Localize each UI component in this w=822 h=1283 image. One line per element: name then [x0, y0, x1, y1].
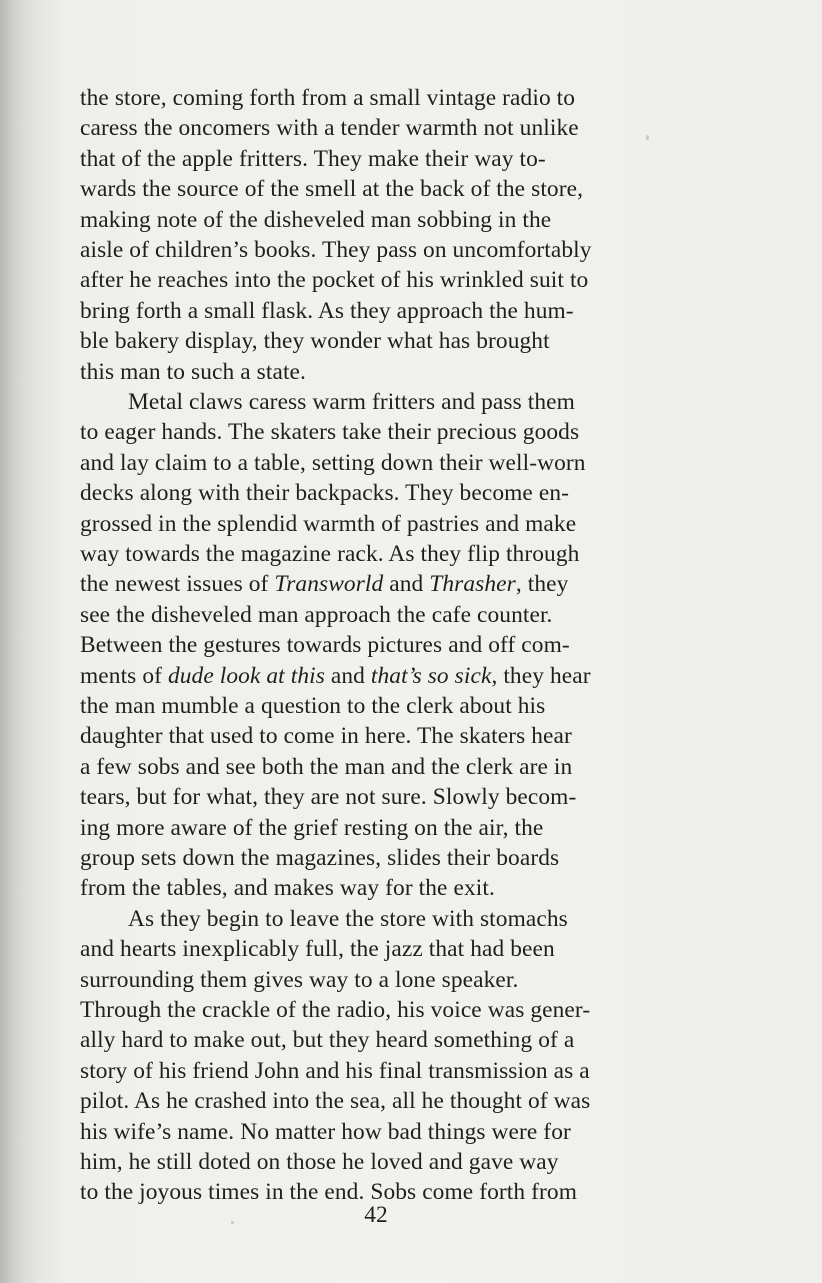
- text-run: Through the crackle of the radio, his voice was gener-: [80, 997, 591, 1023]
- text-line: [80, 663, 591, 690]
- text-line: [80, 419, 579, 446]
- italic-title: Thrasher: [429, 571, 516, 598]
- text-run: this man to such a state.: [80, 358, 306, 385]
- text-line: [128, 389, 575, 416]
- text-line: [80, 632, 570, 659]
- text-line: [80, 1149, 559, 1176]
- text-run: surrounding them gives way to a lone speaker.: [80, 966, 519, 993]
- text-run: ing more aware of the grief resting on the air, the: [80, 814, 544, 841]
- text-run: , they: [515, 571, 569, 598]
- text-run: bring forth a small flask. As they approach the hum-: [80, 297, 574, 324]
- text-line: [128, 906, 568, 933]
- text-line: [80, 1119, 571, 1146]
- text-line: [80, 85, 575, 112]
- text-line: [80, 571, 568, 598]
- text-run: the store, coming forth from a small vintage radio to: [80, 85, 576, 111]
- text-run: from the tables, and makes way for the exit.: [80, 875, 495, 902]
- text-line: [80, 1179, 577, 1206]
- text-run: wards the source of the smell at the back of the store,: [80, 176, 584, 203]
- text-line: [80, 723, 572, 750]
- text-run: his wife’s name. No matter how bad things were for: [80, 1118, 571, 1145]
- text-run: story of his friend John and his final transmission as a: [80, 1057, 590, 1084]
- text-run: making note of the disheveled man sobbing in the: [80, 206, 552, 233]
- text-run: the newest issues of: [80, 571, 275, 598]
- italic-title: that’s so sick: [370, 662, 492, 689]
- text-line: [80, 450, 586, 477]
- text-line: [80, 328, 550, 355]
- text-run: aisle of children’s books. They pass on uncomfortably: [80, 237, 592, 263]
- text-line: [80, 815, 543, 842]
- text-line: [80, 146, 546, 173]
- text-run: way towards the magazine rack. As they flip through: [80, 541, 580, 567]
- text-run: caress the oncomers with a tender warmth not unlike: [80, 115, 579, 142]
- text-run: Between the gestures towards pictures and off com-: [80, 632, 570, 659]
- text-line: [80, 967, 518, 994]
- text-line: [80, 207, 551, 234]
- text-run: and hearts inexplicably full, the jazz that had been: [80, 936, 555, 963]
- text-run: to the joyous times in the end. Sobs come forth from: [80, 1179, 577, 1206]
- text-run: and: [324, 662, 371, 689]
- text-line: [80, 480, 569, 507]
- text-run: daughter that used to come in here. The skaters hear: [80, 723, 572, 750]
- text-run: , they hear: [491, 662, 591, 689]
- text-line: [80, 115, 579, 142]
- text-run: the man mumble a question to the clerk about his: [80, 693, 546, 719]
- text-line: [80, 997, 590, 1024]
- text-line: [80, 1088, 590, 1115]
- text-line: [80, 298, 574, 325]
- text-line: [80, 1027, 574, 1054]
- text-run: tears, but for what, they are not sure. Slowly becom-: [80, 784, 577, 811]
- text-run: see the disheveled man approach the cafe counter.: [80, 601, 553, 628]
- text-line: [80, 267, 588, 294]
- text-run: decks along with their backpacks. They become en-: [80, 480, 569, 507]
- text-line: [80, 754, 572, 781]
- text-run: and lay claim to a table, setting down their well-worn: [80, 449, 586, 476]
- paper-speck: [231, 1221, 234, 1224]
- text-run: pilot. As he crashed into the sea, all he thought of was: [80, 1088, 591, 1115]
- italic-title: Transworld: [274, 571, 384, 598]
- text-run: him, he still doted on those he loved and gave way: [80, 1149, 559, 1175]
- text-run: grossed in the splendid warmth of pastries and make: [80, 510, 577, 537]
- text-run: and: [383, 571, 430, 598]
- text-line: [80, 541, 579, 568]
- text-line: [80, 845, 559, 872]
- paper-speck: [646, 135, 649, 140]
- text-run: ments of: [80, 662, 168, 689]
- text-run: to eager hands. The skaters take their precious goods: [80, 419, 580, 446]
- text-run: As they begin to leave the store with stomachs: [128, 905, 568, 932]
- text-run: group sets down the magazines, slides their boards: [80, 845, 560, 871]
- text-line: [80, 359, 306, 386]
- text-line: [80, 176, 583, 203]
- text-run: ble bakery display, they wonder what has brought: [80, 328, 550, 355]
- text-run: that of the apple fritters. They make their way to-: [80, 145, 546, 172]
- text-line: [80, 936, 555, 963]
- text-line: [80, 693, 545, 720]
- text-line: [80, 1058, 590, 1085]
- text-line: [80, 237, 592, 264]
- text-line: [80, 784, 576, 811]
- text-line: [80, 875, 495, 902]
- text-run: Metal claws caress warm fritters and pass them: [128, 389, 575, 415]
- text-run: ally hard to make out, but they heard something of a: [80, 1027, 575, 1054]
- text-line: [80, 602, 553, 629]
- italic-title: dude look at this: [167, 662, 325, 689]
- text-line: [80, 511, 576, 538]
- text-run: a few sobs and see both the man and the clerk are in: [80, 753, 573, 780]
- text-run: after he reaches into the pocket of his wrinkled suit to: [80, 267, 589, 294]
- page-number: 42: [364, 1202, 388, 1228]
